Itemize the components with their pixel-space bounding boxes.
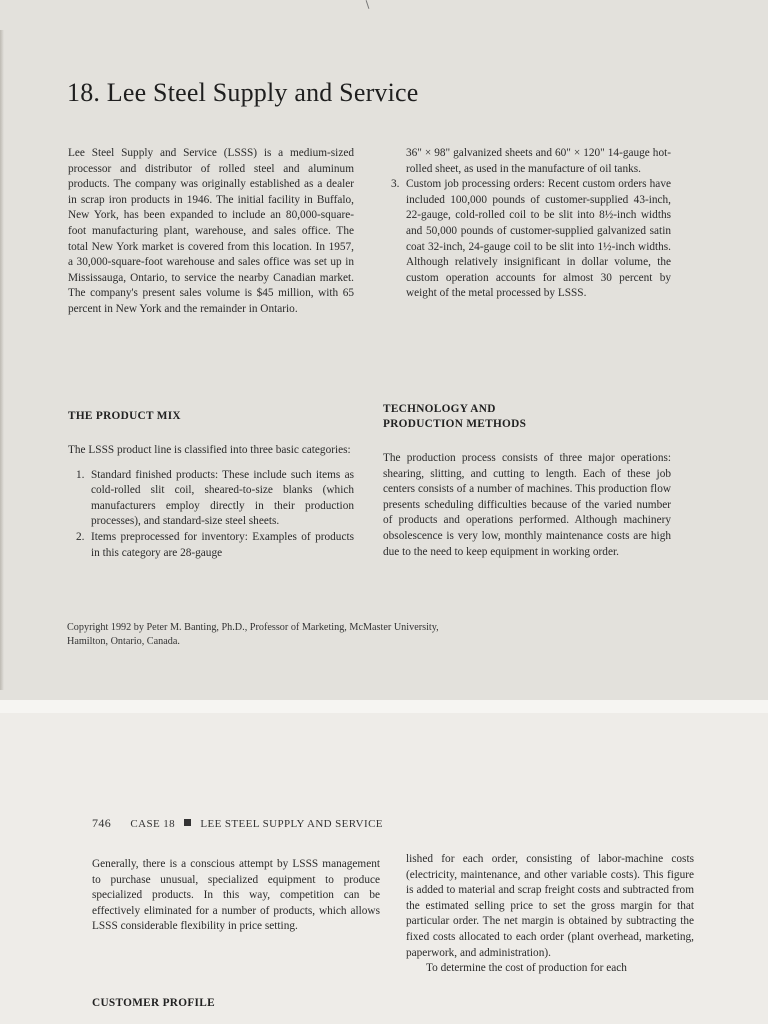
list-item-text: Custom job processing orders: Recent custom orders have included 100,000 pounds of customer-supplied 43-inch, 22-gauge, cold-rolled coil to be slit into 8½-inch widths and 50,000 pounds of customer-supplied galvanized satin coat 32-inch, 24-gauge coil to be slit into 1½-inch widths. Although relatively insignificant in dollar volume, the custom operation accounts for almost 30 percent by weight of the metal processed by LSSS.: [406, 178, 671, 300]
product-mix-body: [68, 443, 354, 561]
page2-right-column: [406, 852, 694, 977]
list-item-number: 3.: [391, 178, 400, 191]
list-item-continuation: 36" × 98" galvanized sheets and 60" × 120" 14-gauge hot-rolled sheet, as used in the manufacture of oil tanks.: [406, 147, 671, 175]
right-column-top: [383, 146, 671, 302]
copyright-note: [67, 621, 587, 648]
technology-heading-line1: TECHNOLOGY AND: [383, 403, 496, 415]
square-bullet-icon: [184, 819, 191, 826]
page-gap: [0, 700, 768, 713]
product-mix-intro: The LSSS product line is classified into three basic categories:: [68, 444, 351, 456]
technology-heading-line2: PRODUCTION METHODS: [383, 418, 527, 430]
intro-paragraph: [68, 146, 354, 318]
list-item-text: Items preprocessed for inventory: Examples of products in this category are 28-gauge: [91, 530, 354, 559]
product-mix-heading: THE PRODUCT MIX: [68, 410, 181, 422]
technology-body: [383, 451, 671, 560]
list-item: [68, 468, 354, 530]
case-title: 18. Lee Steel Supply and Service: [67, 78, 419, 107]
page-edge-shadow: [0, 30, 4, 690]
product-categories-list: [68, 468, 354, 562]
page2-right-text: lished for each order, consisting of labor-machine costs (electricity, maintenance, and other variable costs). This figure is added to material and scrap freight costs and subtracted from the estimated selling price to set the gross margin for that particular order. The net margin is obtained by subtracting the fixed costs allocated to each order (plant overhead, marketing, paperwork, and administration).: [406, 853, 694, 959]
running-header: [92, 816, 383, 831]
page2-left-paragraph: [92, 857, 380, 935]
page-number: 746: [92, 816, 112, 830]
page2-right-text-next: To determine the cost of production for each: [426, 962, 627, 975]
list-item-number: 2.: [76, 530, 85, 543]
scan-mark: [366, 0, 370, 9]
technology-heading: [383, 402, 526, 432]
list-item: [383, 146, 671, 177]
page2-left-text: Generally, there is a conscious attempt by LSSS management to purchase unusual, specialized equipment to produce specialized products. In this way, competition can be effectively eliminated for a number of products, which allows LSSS considerable flexibility in price setting.: [92, 858, 380, 933]
intro-text: Lee Steel Supply and Service (LSSS) is a medium-sized processor and distributor of rolled steel and aluminum products. The company was originally established as a dealer in scrap iron products in 1946. The initial facility in Buffalo, New York, has been expanded to include an 80,000-square-foot manufacturing plant, warehouse, and sales office. The total New York market is covered from this location. In 1957, a 30,000-square-foot warehouse and sales office was set up in Mississauga, Ontario, to service the nearby Canadian market. The company's present sales volume is $45 million, with 65 percent in New York and the remainder in Ontario.: [68, 147, 354, 315]
running-header-case: CASE 18: [130, 818, 176, 830]
list-item-text: Standard finished products: These include such items as cold-rolled slit coil, sheared-to-size blanks (which manufacturers employ directly in their production processes), and standard-size steel sheets.: [91, 468, 354, 528]
technology-text: The production process consists of three major operations: shearing, slitting, and cutting to length. Each of these job centers consists of a number of machines. This production flow presents scheduling difficulties because of the varied number of products and operations performed. Although machinery obsolescence is very low, monthly maintenance costs are high due to the need to keep equipment in working order.: [383, 452, 671, 558]
running-header-title: LEE STEEL SUPPLY AND SERVICE: [200, 818, 383, 830]
copyright-line1: Copyright 1992 by Peter M. Banting, Ph.D., Professor of Marketing, McMaster University,: [67, 622, 439, 633]
list-item: [68, 530, 354, 561]
list-item: [383, 177, 671, 302]
customer-profile-heading: CUSTOMER PROFILE: [92, 997, 215, 1009]
product-categories-list-continued: [383, 146, 671, 302]
list-item-number: 1.: [76, 468, 85, 481]
copyright-line2: Hamilton, Ontario, Canada.: [67, 635, 180, 647]
